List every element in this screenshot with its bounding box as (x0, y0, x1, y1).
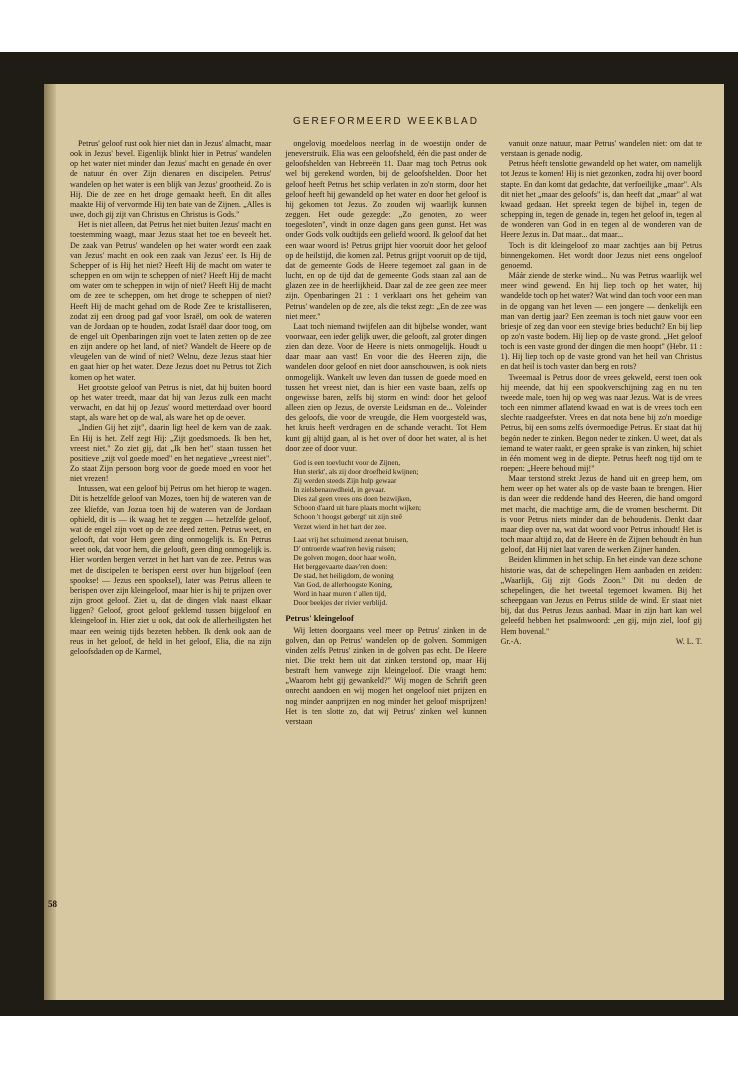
poem-line: Door beekjes der rivier verblijd. (293, 598, 388, 608)
paragraph: Het is niet alleen, dat Petrus het niet buiten Jezus' macht en toestemming waagt, maar Jezus staat het toe en beveelt het. De zaak van Petrus' wandelen op het water wordt een zaak van Jezus' macht en ook een zaak van Jezus' eer. Is Hij de Schepper of is Hij het niet? Heeft Hij de macht om water te scheppen en om wijn te scheppen of niet? Heeft Hij de macht om water om te scheppen in wijn of niet? Heeft Hij de macht om de zee te scheppen, om het droge te scheppen of niet? Heeft Hij de macht gehad om de Rode Zee te kristalliseren, zodat zij een droog pad gaf voor Israël, om ook de wateren van de Jordaan op te houden, zodat Israël daar door toog, om de engel uit Openbaringen zijn voet te laten zetten op de zee en zijn andere op het land, of niet? Wandelt de Heere op de vleugelen van de wind of niet? Welnu, deze Jezus staat hier en gaat hier op het water. Deze Jezus doet nu Petrus tot Zich komen op het water. (70, 220, 272, 382)
signature-line (501, 637, 702, 647)
text-columns (70, 139, 702, 727)
poem-stanza-2 (293, 535, 486, 608)
column-3 (501, 139, 702, 727)
poem-line: D' ontroerde waat'ren hevig ruisen; (293, 543, 396, 553)
paragraph: vanuit onze natuur, maar Petrus' wandelen niet: om dat te verstaan is genade nodig. (500, 139, 702, 159)
magazine-page (44, 84, 724, 1000)
poem-line: Laat vrij het schuimend zeenat bruisen, (293, 534, 409, 544)
poem-line: In zielsbenauwdheid, in gevaar. (293, 485, 386, 495)
poem-line: Hun sterkt', als zij door droefheid kwijnen; (293, 466, 419, 476)
paragraph: Petrus héeft tenslotte gewandeld op het water, om namelijk tot Jezus te komen! Hij is niet gezonken, zodra hij over boord stapte. En dan komt dat gedachte, dat verfoeilijke „maar". Als dit niet het „maar des geloofs" is, dan heeft dat „maar" al wat kwaad gedaan. Het spreekt tegen de bijbel in, tegen de schepping in, tegen de genade in, tegen het geloof in, tegen al de wonderen van God in en tegen al de wonderen van de Heere Jezus in. Dat maar... dat maar... (500, 159, 702, 240)
poem-line: Schoon 't hoogst gebergt' uit zijn steê (293, 512, 403, 522)
paragraph: Intussen, wat een geloof bij Petrus om het hierop te wagen. Dit is hetzelfde geloof van Mozes, toen hij de wateren van de zee kliefde, van Jozua toen hij de wateren van de Jordaan ophield, dit is — ik waag het te zeggen — hetzelfde geloof, wat de engel zijn voet op de zee deed zetten. Petrus weet, en gelooft, dat voor Hem geen ding onmogelijk is. En Petrus weet ook, dat voor hem, die gelooft, geen ding onmogelijk is. Hier worden bergen verzet in het hart van de zee. Petrus was met de discipelen te berispen eerst over hun bijgeloof (een spookse! — Jezus een spooksel), later was Petrus alleen te berispen over zijn kleingeloof, maar hier is hij te prijzen over zijn groot geloof. Ziet u, dat de dingen vlak naast elkaar liggen? Geloof, groot geloof geklemd tussen bijgeloof en kleingeloof in. Hier ziet u ook, dat ook de allerheiligsten het maar een weinig tijds bezeten hebben. Ik denk ook aan de reus in het geloof, de held in het geloof, Elia, die na zijn geloofsdaden op de Karmel, (70, 484, 272, 656)
poem-line: Zij werden steeds Zijn hulp gewaar (293, 476, 397, 486)
column-2 (285, 139, 486, 727)
poem-line: De golven mogen, door haar woên, (293, 552, 397, 562)
signature-initials: W. L. T. (675, 636, 702, 646)
poem-stanza-1 (293, 458, 486, 531)
running-header: GEREFORMEERD WEEKBLAD (293, 116, 479, 127)
paragraph: Laat toch niemand twijfelen aan dit bijbelse wonder, want voorwaar, een ieder gelijk uwer, die gelooft, zal groter dingen zien dan deze. Voor de Heere is niets onmogelijk. Houdt u daar maar aan vast! En voor die des Heeren zijn, die wandelen door geloof en niet door aanschouwen, is ook niets onmogelijk. Wankelt uw leven dan tussen de goede moed en tussen het vreest niet, dan is hier een vaste baan, zelfs op ongewisse baren, zelfs bij storm en wind: door het geloof alleen zien op Jezus, de overste Leidsman en de... Voleinder des geloofs, die voor de vreugde, die Hem voorgesteld was, het kruis heeft verdragen en de schande veracht. Tot Hem kunt gij altijd gaan, al is het over of door het water, al is het door zee of door vuur. (285, 321, 487, 453)
paragraph: Wij letten doorgaans veel meer op Petrus' zinken in de golven, dan op Petrus' wandelen op de golven. Sommigen vinden zelfs Petrus' zinken in de golven pas echt. De Heere niet. Die trekt hem uit dat zinken terstond op, maar Hij bestraft hem vanwege zijn kleingeloof. Die vraagt hem: „Waarom hebt gij gewankeld?" Wij mogen de Schrift geen onrecht aandoen en wij mogen het ongeloof niet prijzen en nog minder aanprijzen en nog minder het geloof misprijzen! Het is ten slotte zo, dat wij Petrus' zinken wel kunnen verstaan (285, 625, 487, 726)
page-number: 58 (48, 899, 57, 909)
poem-line: Schoon d'aard uit hare plaats mocht wijken; (293, 503, 422, 513)
column-1 (70, 139, 271, 727)
poem-line: De stad, het heiligdom, de woning (293, 570, 394, 580)
poem-line: Verzet wierd in het hart der zee. (293, 521, 387, 531)
paragraph: ongelovig moedeloos neerlag in de woestijn onder de jeneverstruik. Elia was een geloofsheld, één die past onder de geloofshelden van Hebreeën 11. Daar mag toch Petrus ook wel bij gerekend worden, bij de geloofshelden. Door het geloof heeft Petrus het schip verlaten in zo'n storm, door het geloof heeft hij gewandeld op het water en door het geloof is hij gekomen tot Jezus. Zo zouden wij waarlijk kunnen zeggen. Het oude gezegde: „Zo genoten, zo weer toegesloten", vindt in onze dagen gans geen gunst. Het was onder Gods volk oudtijds een geliefd woord. Ik geloof dat het een waar woord is! Petrus grijpt hier vooruit door het geloof op de heilstijd, die komen zal. Petrus grijpt vooruit op de tijd, dat de gemeente Gods de Heere tegemoet zal gaan in de lucht, en op de tijd dat de gemeente Gods staan zal aan de glazen zee in de heerlijkheid. Daar zal de zee geen zee meer zijn. Openbaringen 21 : 1 verklaart ons het geheim van Petrus' wandelen op de zee, als die tekst zegt: „En de zee was niet meer." (285, 139, 487, 321)
paragraph: Beiden klimmen in het schip. En het einde van deze schone historie was, dat de schepelingen Hem aanbaden en zeiden: „Waarlijk, Gij zijt Gods Zoon." Dit nu deden de schepelingen, die het tweetal tegemoet kwamen. Bij het scheepgaan van Jezus en Petrus stilde de wind. Er staat niet bij, dat dus Petrus Jezus aanbad. Maar in zijn hart kan wel geleefd hebben het psalmwoord: „en gij, mijn ziel, loof gij Hem bovenal." (500, 555, 702, 636)
page-spine-shadow (44, 84, 56, 1000)
poem-line: Dies zal geen vrees ons doen bezwijken, (293, 494, 412, 504)
paragraph: Het grootste geloof van Petrus is niet, dat hij buiten boord op het water treedt, maar dat hij van Jezus zulk een macht verwacht, en dat hij op Jezus' woord metterdaad over boord stapt, als ware het op de wal, als ware het op de oever. (70, 382, 272, 423)
signature-place: Gr.-A. (500, 636, 522, 646)
poem-line: Het berggevaarte daav'ren doen: (293, 561, 388, 571)
paragraph: Petrus' geloof rust ook hier niet dan in Jezus' almacht, maar ook in Jezus' bevel. Eigenlijk blinkt hier in Petrus' wandelen op het water niet minder dan Jezus' macht en genade én over de natuur én over Zijn dienaren en discipelen. Petrus' wandelen op het water is een blijk van Jezus' grootheid. Zo is Hij. Die de zee en het droge gemaakt heeft. En dit alles maakte Hij of vervormde Hij ten bate van de Zijnen. „Alles is uwe, doch gij zijt van Christus en Christus is Gods." (70, 139, 272, 220)
poem-line: God is een toevlucht voor de Zijnen, (293, 457, 401, 467)
paragraph: Tweemaal is Petrus door de vrees gekweld, eerst toen ook hij meende, dat hij een spookverschijning zag en nu ten tweede male, toen hij op weg was naar Jezus. Wat is de vrees toch een nimmer aflatend kwaad en wat is de vrees toch een slechte raadgeefster. Vrees en dat nota bene bij zo'n moedige Petrus, bij een soms zelfs óvermoedige Petrus. Er staat dat hij begón neder te zinken. Begon neder te zinken. U weet, dat als iemand te water raakt, er geen sprake is van zinken, hij schiet in één moment weg in de diepte. Petrus heeft nog tijd om te roepen: „Heere behoud mij!" (500, 372, 702, 473)
poem-line: Van God, de allerhoogste Koning, (293, 580, 393, 590)
paragraph: „Indien Gij het zijt", daarin ligt heel de kern van de zaak. En Hij is het. Zelf zegt Hij: „Zijt goedsmoeds. Ik ben het, vreest niet." Zo ziet gij, dat „Ik ben het" staan tussen het positieve „zijt vol goede moed" en het negatieve „vreest niet". Zo staat Zijn persoon borg voor de goede moed en voor het niet vrezen! (70, 423, 272, 484)
poem-line: Word in haar muren t' allen tijd, (293, 589, 387, 599)
section-heading: Petrus' kleingeloof (285, 613, 354, 624)
paragraph: Máár ziende de sterke wind... Nu was Petrus waarlijk wel meer wind gewend. En hij liep toch op het water, hij wandelde toch op het water? Wat wind dan toch voor een man in de opgang van het leven — een jongere — denkelijk een man van dertig jaar? Een zeeman is toch niet gauw voor een briesje of zeg dan voor een stevige bries beducht? En bij liep op zo'n vaste bodem. Hij liep op de vaste grond. „Het geloof toch is een vaste grond der dingen die men hoopt" (Hebr. 11 : 1). Hij liep toch op de vaste grond van het heil van Christus en dat heil is toch vaster dan berg en rots? (500, 271, 702, 372)
paragraph: Toch is dit kleingeloof zo maar zachtjes aan bij Petrus binnengekomen. Het wordt door Jezus niet eens ongeloof genoemd. (500, 240, 702, 270)
paragraph: Maar terstond strekt Jezus de hand uit en greep hem, om hem weer op het water als op de vaste baan te brengen. Hier is dan weer die reddende hand des Heeren, die hand omgord met macht, die machtige arm, die de vromen beschermt. Dit is voor Petrus niets minder dan de behoudenis. Denkt daar maar diep over na, wat dat woord voor Petrus inhoudt! Het is toch maar altijd zo, dat de Heere èn de Zijnen behoudt èn hun geloof, dat Hij niet laat varen de werken Zijner handen. (500, 474, 702, 555)
